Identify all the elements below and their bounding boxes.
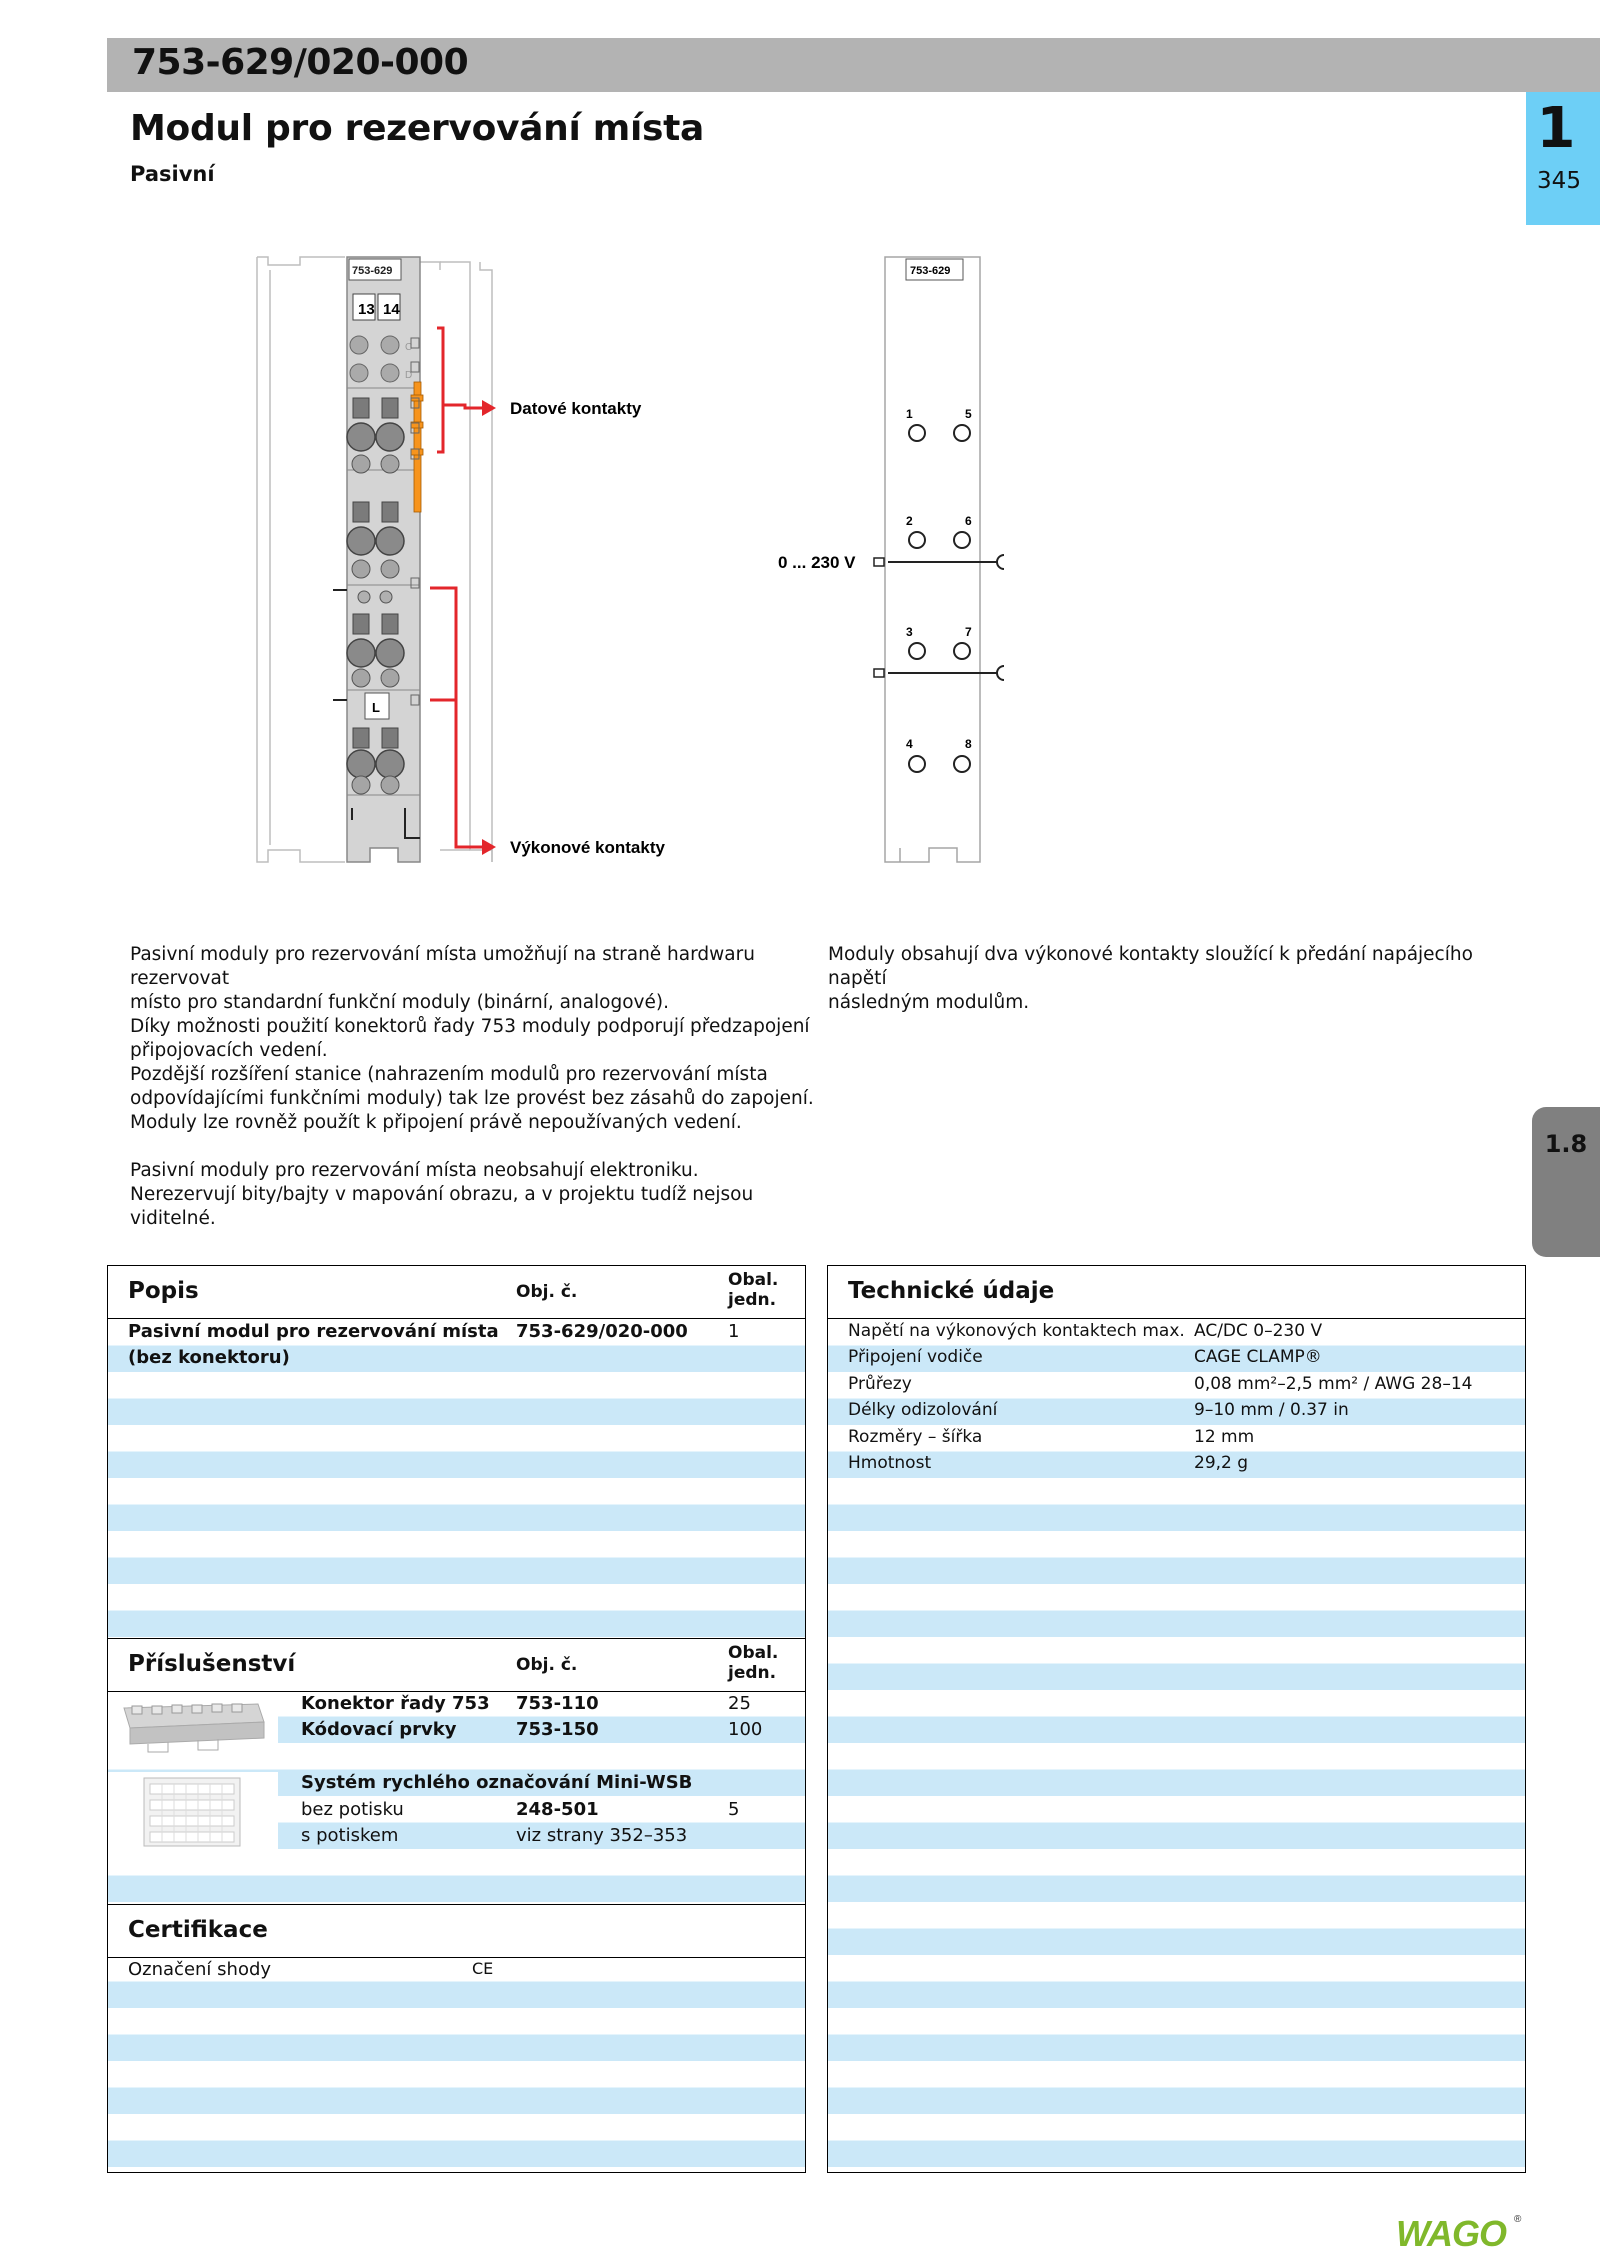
accessory-order: 753-150 <box>516 1719 599 1740</box>
popis-row-name-2: (bez konektoru) <box>128 1347 290 1368</box>
module-body <box>333 257 423 862</box>
data-contacts-label: Datové kontakty <box>510 399 642 418</box>
marker-thumbnail <box>108 1772 278 1852</box>
accessories-col-order: Obj. č. <box>516 1655 578 1675</box>
wsb-item-order: viz strany 352–353 <box>516 1825 688 1846</box>
wago-logo <box>1394 2212 1524 2252</box>
page-number: 345 <box>1537 168 1581 194</box>
power-contacts-callout <box>430 588 482 847</box>
svg-text:3: 3 <box>906 625 913 639</box>
order-panel <box>107 1265 806 2173</box>
accessories-header <box>108 1638 805 1692</box>
svg-text:7: 7 <box>965 625 972 639</box>
wsb-item-unit: 5 <box>728 1799 740 1820</box>
tech-row-value: AC/DC 0–230 V <box>1194 1321 1323 1341</box>
tech-row-value: 29,2 g <box>1194 1453 1249 1473</box>
power-rails <box>888 555 1004 680</box>
tech-row-value: 12 mm <box>1194 1427 1255 1447</box>
wsb-item-order: 248-501 <box>516 1799 599 1820</box>
tech-row-label: Průřezy <box>848 1374 912 1394</box>
module-drawing <box>250 250 972 870</box>
tech-panel <box>827 1265 1526 2173</box>
intro-paragraph-1: Pasivní moduly pro rezervování místa umožňují na straně hardwaru rezervovat místo pro standardní funkční moduly (binární, analogové). <box>130 944 755 1013</box>
accessories-title: Příslušenství <box>128 1651 296 1677</box>
marker-14: 14 <box>383 301 400 318</box>
module-label: 753-629 <box>352 265 393 277</box>
popis-title: Popis <box>128 1278 199 1304</box>
popis-col-order: Obj. č. <box>516 1282 578 1302</box>
popis-row-order: 753-629/020-000 <box>516 1321 688 1342</box>
certification-title: Certifikace <box>128 1917 268 1943</box>
certification-row-label: Označení shody <box>128 1959 272 1980</box>
accessories-col-unit: Obal. jedn. <box>728 1643 779 1683</box>
tech-row-label: Rozměry – šířka <box>848 1427 983 1447</box>
terminal-circles <box>909 425 970 772</box>
tech-row-value: CAGE CLAMP® <box>1194 1347 1322 1367</box>
accessory-name: Kódovací prvky <box>301 1719 457 1740</box>
letter-l: L <box>372 700 380 715</box>
accessory-name: Konektor řady 753 <box>301 1693 490 1714</box>
popis-col-unit: Obal. jedn. <box>728 1270 779 1310</box>
certification-header <box>108 1904 805 1958</box>
ce-mark: CE <box>472 1959 494 1978</box>
popis-row-name: Pasivní modul pro rezervování místa <box>128 1321 499 1342</box>
wsb-item-name: s potiskem <box>301 1825 399 1846</box>
tech-row-label: Hmotnost <box>848 1453 932 1473</box>
svg-text:®: ® <box>1514 2214 1522 2225</box>
accessory-unit: 25 <box>728 1693 751 1714</box>
logo-text: WAGO <box>1396 2213 1506 2254</box>
voltage-label: 0 ... 230 V <box>778 553 856 572</box>
page-title: Modul pro rezervování místa <box>130 108 705 149</box>
svg-text:5: 5 <box>965 407 972 421</box>
tech-row-value: 9–10 mm / 0.37 in <box>1194 1400 1349 1420</box>
letter-d: D <box>405 370 413 381</box>
svg-text:2: 2 <box>906 514 913 528</box>
svg-text:6: 6 <box>965 514 972 528</box>
letter-c: C <box>405 342 413 353</box>
tech-header <box>828 1266 1525 1319</box>
svg-text:8: 8 <box>965 737 972 751</box>
connector-thumbnail <box>108 1692 278 1758</box>
tech-title: Technické údaje <box>848 1278 1055 1304</box>
chapter-number: 1 <box>1536 96 1576 161</box>
schematic-label: 753-629 <box>910 265 951 277</box>
data-contacts-callout <box>437 328 482 452</box>
svg-text:4: 4 <box>906 737 913 751</box>
power-contacts-label: Výkonové kontakty <box>510 838 665 857</box>
popis-row-unit: 1 <box>728 1321 740 1342</box>
tech-row-label: Připojení vodiče <box>848 1347 983 1367</box>
wsb-title: Systém rychlého označování Mini-WSB <box>301 1772 693 1793</box>
intro-paragraph-3: Pasivní moduly pro rezervování místa neobsahují elektroniku. Nerezervují bity/bajty v mapování obrazu, a v projektu tudíž nejsou viditelné. <box>130 1160 754 1229</box>
popis-header <box>108 1266 805 1319</box>
accessory-order: 753-110 <box>516 1693 599 1714</box>
terminal-numbers <box>906 407 972 751</box>
tech-row-label: Napětí na výkonových kontaktech max. <box>848 1321 1185 1341</box>
product-code: 753-629/020-000 <box>132 42 469 83</box>
page-subtitle: Pasivní <box>130 162 215 186</box>
accessory-unit: 100 <box>728 1719 763 1740</box>
intro-paragraph-4: Moduly obsahují dva výkonové kontakty sloužící k předání napájecího napětí následným modulům. <box>828 944 1473 1013</box>
marker-13: 13 <box>358 301 375 318</box>
wsb-item-name: bez potisku <box>301 1799 404 1820</box>
tech-row-value: 0,08 mm²–2,5 mm² / AWG 28–14 <box>1194 1374 1473 1394</box>
svg-text:1: 1 <box>906 407 913 421</box>
intro-paragraph-2: Díky možnosti použití konektorů řady 753 moduly podporují předzapojení připojovacích vedení. Pozdější rozšíření stanice (nahrazením modulů pro rezervování místa odpovídajícími funkčními moduly) tak lze provést bez zásahů do zapojení. Moduly lze rovněž použít k připojení právě nepoužívaných vedení. <box>130 1016 814 1133</box>
section-number: 1.8 <box>1544 1130 1588 1158</box>
tech-row-label: Délky odizolování <box>848 1400 998 1420</box>
